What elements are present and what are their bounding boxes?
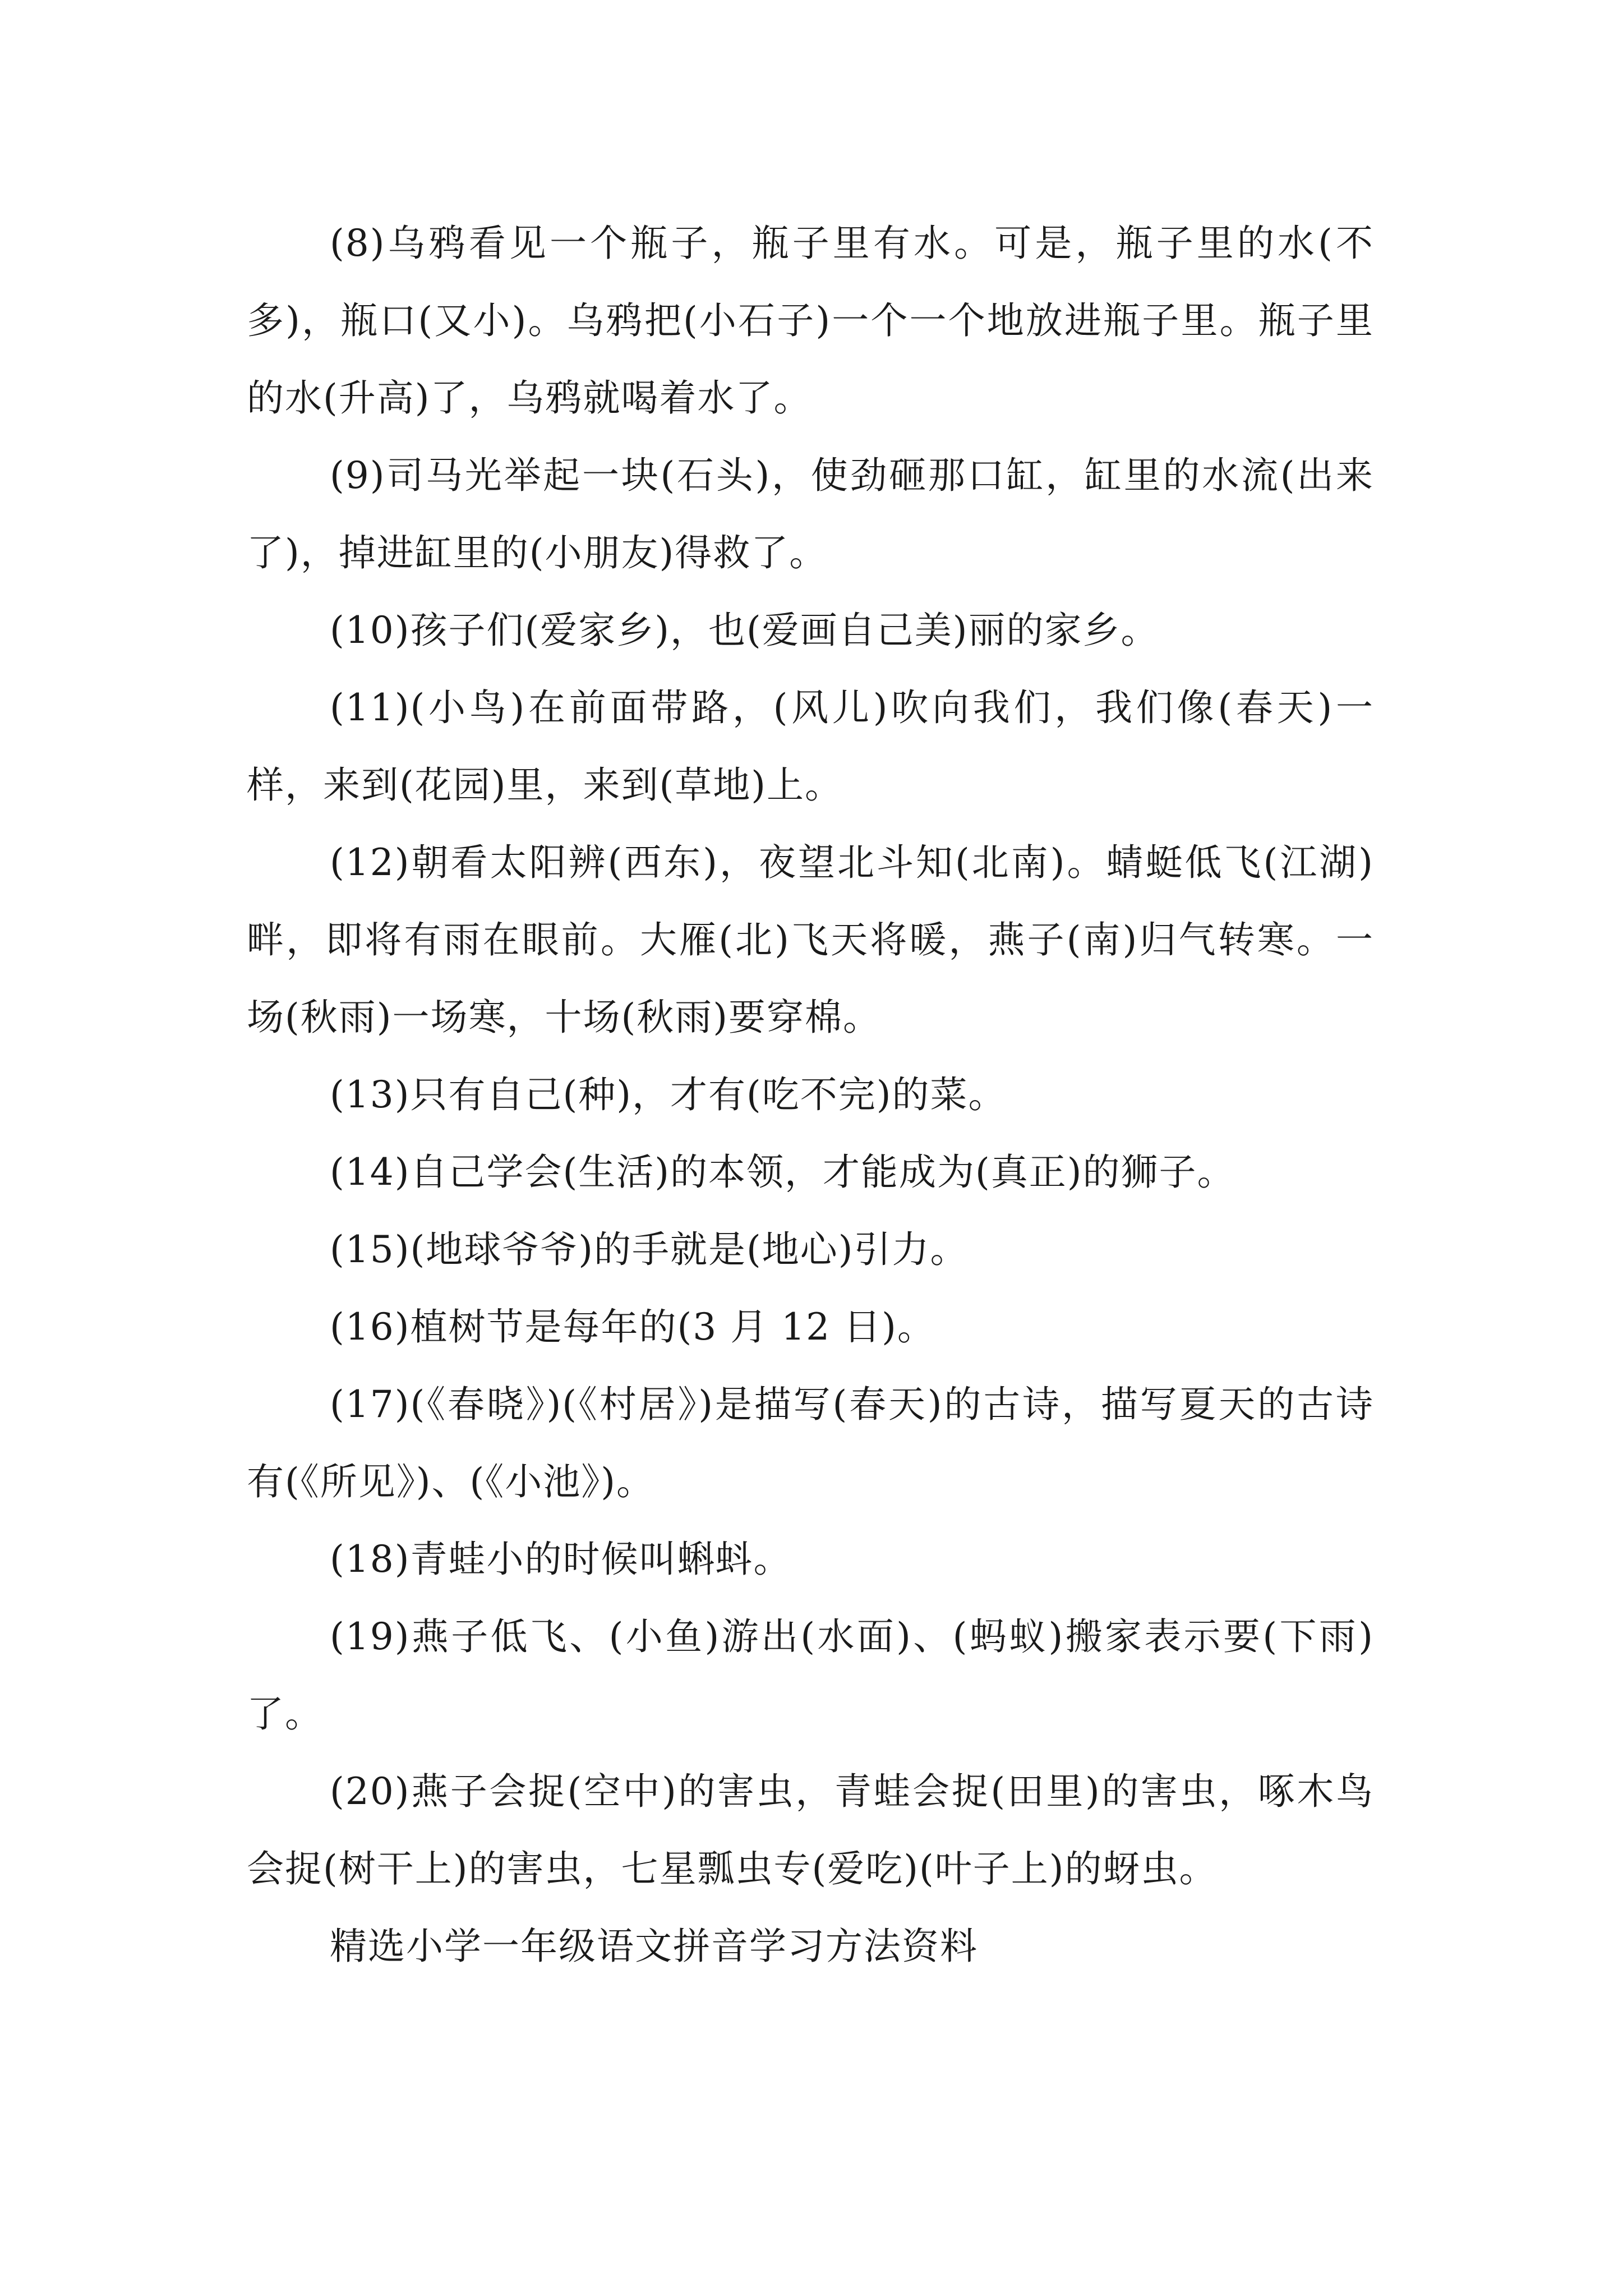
paragraph-12: (12)朝看太阳辨(西东)，夜望北斗知(北南)。蜻蜓低飞(江湖)畔，即将有雨在眼前。大雁(北)飞天将暖，燕子(南)归气转寒。一场(秋雨)一场寒，十场(秋雨)要穿棉。 [247, 841, 1374, 1039]
paragraph-11: (11)(小鸟)在前面带路，(风儿)吹向我们，我们像(春天)一样，来到(花园)里，来到(草地)上。 [247, 686, 1374, 807]
paragraph-14: (14)自己学会(生活)的本领，才能成为(真正)的狮子。 [330, 1151, 1235, 1194]
paragraph-17: (17)(《春晓》)(《村居》)是描写(春天)的古诗，描写夏天的古诗有(《所见》)、(《小池》)。 [247, 1383, 1374, 1503]
section-heading: 精选小学一年级语文拼音学习方法资料 [330, 1925, 978, 1968]
paragraph-20: (20)燕子会捉(空中)的害虫，青蛙会捉(田里)的害虫，啄木鸟会捉(树干上)的害虫，七星瓢虫专(爱吃)(叶子上)的蚜虫。 [247, 1770, 1374, 1890]
document-body [247, 205, 1374, 1985]
paragraph-8: (8)乌鸦看见一个瓶子，瓶子里有水。可是，瓶子里的水(不多)，瓶口(又小)。乌鸦把(小石子)一个一个地放进瓶子里。瓶子里的水(升高)了，乌鸦就喝着水了。 [247, 222, 1374, 420]
paragraph-16: (16)植树节是每年的(3 月 12 日)。 [330, 1305, 935, 1349]
paragraph-15: (15)(地球爷爷)的手就是(地心)引力。 [330, 1228, 969, 1271]
paragraph-10: (10)孩子们(爱家乡)，也(爱画自己美)丽的家乡。 [330, 609, 1159, 652]
paragraph-19: (19)燕子低飞、(小鱼)游出(水面)、(蚂蚁)搬家表示要(下雨)了。 [247, 1615, 1374, 1736]
paragraph-18: (18)青蛙小的时候叫蝌蚪。 [330, 1538, 792, 1581]
paragraph-13: (13)只有自己(种)，才有(吃不完)的菜。 [330, 1073, 1007, 1116]
paragraph-9: (9)司马光举起一块(石头)，使劲砸那口缸，缸里的水流(出来了)，掉进缸里的(小朋友)得救了。 [247, 454, 1374, 574]
